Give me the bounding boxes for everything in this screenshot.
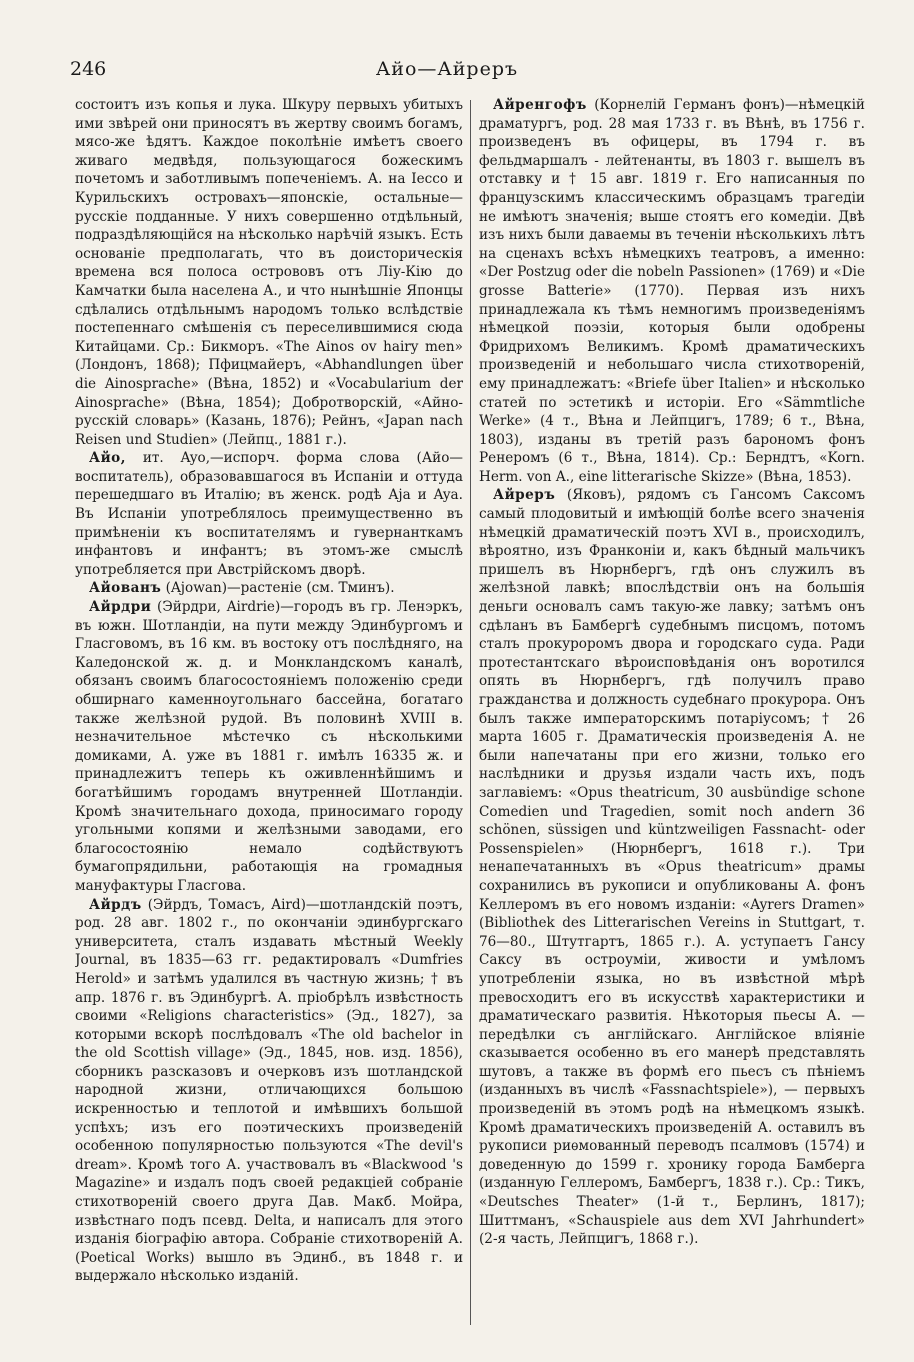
entry-headword: Айреръ [493,487,556,504]
page-number: 246 [70,58,107,80]
entry-headword: Айо, [89,450,126,467]
entry-text: ит. Ayo,—испорч. форма слова (Айо—воспитатель), образовавшагося въ Испаніи и оттуда перешедшаго въ Италію; въ женск. родѣ Aja и Aya. Въ Испаніи употреблялось преимущественно въ примѣненіи къ воспитателямъ и гувернанткамъ инфантовъ и инфантъ; въ этомъ-же смыслѣ употребляется при Австрійскомъ дворѣ. [75,450,463,578]
entry-headword: Айрдъ [89,896,142,913]
left-column [75,96,463,1332]
entry-text: (Эйрдри, Airdrie)—городъ въ гр. Ленэркъ, въ южн. Шотландіи, на пути между Эдинбургомъ и Гласговомъ, въ 16 км. въ востоку отъ послѣдняго, на Каледонской ж. д. и Монкландскомъ каналѣ, обязанъ своимъ благосостояніемъ положенію среди обширнаго каменноугольнаго бассейна, богатаго также желѣзной рудой. Въ половинѣ XVIII в. незначительное мѣстечко съ нѣсколькими домиками, А. уже въ 1881 г. имѣлъ 16335 ж. и принадлежитъ теперь къ оживленнѣйшимъ и богатѣйшимъ городамъ внутренней Шотландіи. Кромѣ значительнаго дохода, приносимаго городу угольными копями и желѣзными заводами, его благосостоянію немало содѣйствуютъ бумагопрядильни, работающія на громадныя мануфактуры Глаcгова. [75,599,463,894]
page-header [70,58,824,88]
entry-headword: Айрдри [89,599,152,616]
entry-text: (Эйрдъ, Томасъ, Aird)—шотландскій поэтъ, род. 28 авг. 1802 г., по окончаніи эдинбургскаго университета, сталъ издавать мѣстный Weekly Journal, въ 1835—63 гг. редактировалъ «Dumfries Herold» и затѣмъ удалился въ частную жизнь; † въ апр. 1876 г. въ Эдинбургѣ. А. пріобрѣлъ извѣстность своими «Religions characteristics» (Эд., 1827), за которыми вскорѣ послѣдовалъ «The old bachelor in the old Scottish village» (Эд., 1845, нов. изд. 1856), сборникъ разсказовъ и очерковъ изъ шотландской народной жизни, отличающихся большою искренностью и теплотой и имѣвшихъ большой успѣхъ; изъ его поэтическихъ произведеній особенною популярностью пользуются «The devil's dream». Кромѣ того А. участвовалъ въ «Blackwood 's Magazine» и издалъ подъ своей редакціей собраніе стихотвореній своего друга Дав. Макб. Мойра, извѣстнаго подъ псевд. Delta, и написалъ для этого изданія біографію автора. Собраніе стихотвореній А. (Poetical Works) вышло въ Эдинб., въ 1848 г. и выдержало нѣсколько изданій. [75,896,463,1285]
entry-text: (Корнелій Германъ фонъ)—нѣмецкій драматургъ, род. 28 мая 1733 г. въ Вѣнѣ, въ 1756 г. произведенъ въ офицеры, въ 1794 г. въ фельдмаршалъ - лейтенанты, въ 1803 г. вышелъ въ отставку и † 15 авг. 1819 г. Его написанныя по французскимъ классическимъ образцамъ трагедіи не имѣютъ значенія; выше стоятъ его комедіи. Двѣ изъ нихъ были даваемы въ теченіи нѣсколькихъ лѣтъ на сценахъ всѣхъ нѣмецкихъ театровъ, а именно: «Der Postzug oder die nobeln Passionen» (1769) и «Die grosse Batterie» (1770). Первая изъ нихъ принадлежала къ тѣмъ немногимъ произведеніямъ нѣмецкой поэзіи, которыя были одобрены Фридрихомъ Великимъ. Кромѣ драматическихъ произведеній и небольшаго числа стихотвореній, ему принадлежатъ: «Briefe über Italien» и нѣсколько статей по эстетикѣ и исторіи. Его «Sämmtliche Werke» (4 т., Вѣна и Лейпцигъ, 1789; 6 т., Вѣна, 1803), изданы въ третій разъ барономъ фонъ Ренеромъ (6 т., Вѣна, 1814). Ср.: Берндтъ, «Korn. Herm. von A., eine litterarische Skizze» (Вѣна, 1853). [479,97,865,485]
entry-ayo [75,449,463,579]
entry-text: (Ajowan)—растеніе (см. Тминъ). [161,580,395,597]
right-column [479,96,865,1332]
entry-aird [75,896,463,1286]
entry-ayovan [75,579,463,598]
entry-airdrie [75,598,463,896]
entry-ayrer [479,486,865,1248]
entry-text: состоитъ изъ копья и лука. Шкуру первыхъ убитыхъ ими звѣрей они приносятъ въ жертву своимъ богамъ, мясо-же ѣдятъ. Каждое поколѣніе имѣетъ своего живаго медвѣдя, пользующагося божескимъ почетомъ и заботливымъ попеченіемъ. А. на Іессо и Курильскихъ островахъ—японскіе, остальные—русскіе подданные. У нихъ совершенно отдѣльный, подраздѣляющійся на нѣсколько нарѣчій языкъ. Есть основаніе предполагать, что въ доисторическія времена вся полоса острововъ отъ Ліу-Кію до Камчатки была населена А., и что нынѣшніе Японцы сдѣлались отдѣльнымъ народомъ только вслѣдствіе постепеннаго смѣшенія съ переселившимися сюда Китайцами. Ср.: Бикморъ. «The Ainos ov hairy men» (Лондонъ, 1868); Пфицмайеръ, «Abhandlungen über die Ainosprache» (Вѣна, 1852) и «Vocabularium der Ainosprache» (Вѣна, 1854); Добротворскій, «Айно-русскій словарь» (Казань, 1876); Рейнъ, «Japan nach Reisen und Studien» (Лейпц., 1881 г.). [75,97,463,448]
column-divider [470,100,471,1325]
entry-headword: Айренгофъ [493,97,587,113]
entry-ayrenhoff [479,96,865,486]
running-head: Айо—Айреръ [375,58,519,80]
entry-continuation [75,96,463,449]
entry-headword: Айованъ [89,580,162,597]
entry-text: (Яковъ), рядомъ съ Гансомъ Саксомъ самый плодовитый и имѣющій болѣе всего значенія нѣмецкій драматическій поэтъ XVI в., происходилъ, вѣроятно, изъ Франконіи и, какъ бѣдный мальчикъ пришелъ въ Нюрнбергъ, гдѣ онъ служилъ въ желѣзной лавкѣ; впослѣдствіи онъ на большія деньги основалъ самъ такую-же лавку; затѣмъ онъ сдѣланъ въ Бамбергѣ судебнымъ писцомъ, потомъ сталъ прокуроромъ двора и городскаго суда. Ради протестантскаго вѣроисповѣданія онъ воротился опять въ Нюрнбергъ, гдѣ получилъ право гражданства и должность судебнаго прокурора. Онъ былъ также императорскимъ потаріусомъ; † 26 марта 1605 г. Драматическія произведенія А. не были напечатаны при его жизни, только его наслѣдники и друзья издали часть ихъ, подъ заглавіемъ: «Opus theatricum, 30 ausbündige schone Comedien und Tragedien, somit noch andern 36 schönen, süssigen und küntzweiligen Fassnacht- oder Possenspielen» (Нюрнбергъ, 1618 г.). Три ненапечатанныхъ въ «Opus theatricum» драмы сохранились въ рукописи и опубликованы А. фонъ Келлеромъ въ его новомъ изданіи: «Ayrers Dramen» (Bibliothek des Litterarischen Vereins in Stuttgart, т. 76—80., Штутгартъ, 1865 г.). А. уступаетъ Гансу Саксу въ остроуміи, живости и умѣломъ употребленіи языка, но въ извѣстной мѣрѣ превосходитъ его въ искусствѣ характеристики и драматическаго развитія. Нѣкоторыя пьесы А. — передѣлки съ англійскаго. Англійское вліяніе сказывается особенно въ его манерѣ представлять шутовъ, а также въ формѣ его пьесъ съ пѣнiемъ (изданныхъ въ числѣ «Fassnachtspiele»), — первыхъ произведеній въ этомъ родѣ на нѣмецкомъ языкѣ. Кромѣ драматическихъ произведеній А. оставилъ въ рукописи риѳмованный переводъ псалмовъ (1574) и доведенную до 1599 г. хронику города Бамберга (изданную Геллеромъ, Бамбергъ, 1838 г.). Ср.: Тикъ, «Deutsches Theater» (1-й т., Берлинъ, 1817); Шиттманъ, «Schauspiele aus dem XVI Jahrhundert» (2-я часть, Лейпцигъ, 1868 г.). [479,487,865,1248]
